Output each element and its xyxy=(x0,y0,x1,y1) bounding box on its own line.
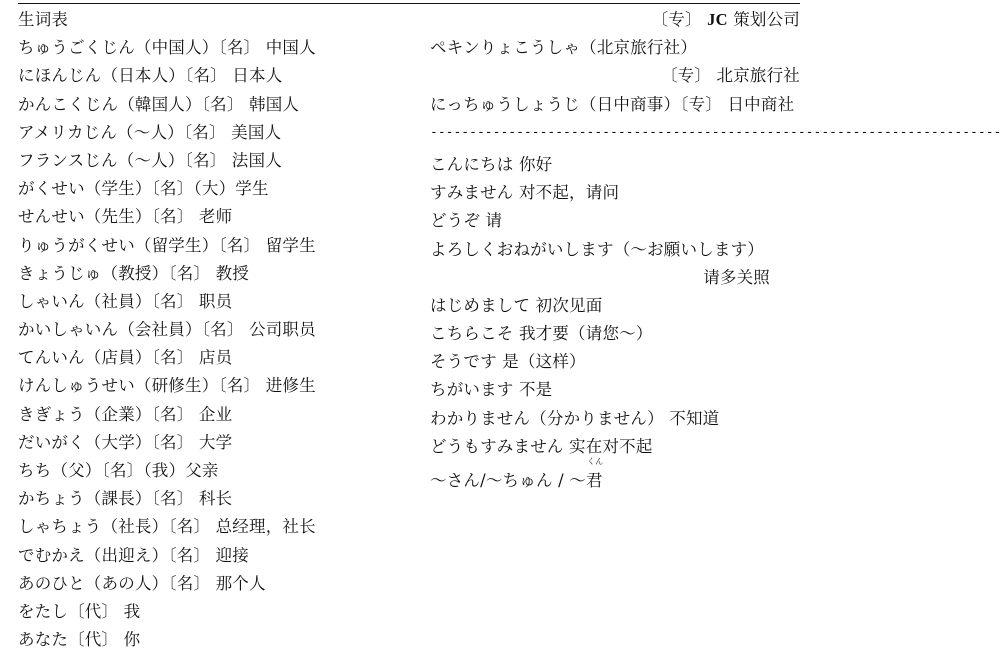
vocab-entry: あのひと（あの人）〔名〕 那个人 xyxy=(18,573,266,593)
vocab-entry: にほんじん（日本人）〔名〕 日本人 xyxy=(18,66,283,86)
top-rule xyxy=(18,3,800,4)
vocab-entry: フランスじん（～人）〔名〕 法国人 xyxy=(18,150,282,170)
phrase-entry: そうです 是（这样） xyxy=(430,352,586,372)
vocab-entry: をたし〔代〕 我 xyxy=(18,601,141,621)
ruby-reading: くん xyxy=(587,457,604,466)
vocab-entry: アメリカじん（～人）〔名〕 美国人 xyxy=(18,122,282,142)
vocab-entry: しゃちょう（社長）〔名〕 总经理，社长 xyxy=(18,517,316,537)
vocab-entry: てんいん（店員）〔名〕 店员 xyxy=(18,348,233,368)
vocab-entry: あなた〔代〕 你 xyxy=(18,630,141,650)
proper-noun-entry: にっちゅうしょうじ（日中商事）〔专〕 日中商社 xyxy=(430,94,795,114)
vocab-entry: きぎょう（企業）〔名〕 企业 xyxy=(18,404,233,424)
phrase-entry: どうもすみません 实在对不起 xyxy=(430,436,653,456)
vocab-entry: きょうじゅ（教授）〔名〕 教授 xyxy=(18,263,249,283)
left-column xyxy=(18,6,418,654)
kanji-with-ruby xyxy=(586,457,604,495)
suffix-kanji: 君 xyxy=(586,471,603,490)
vocab-entry: りゅうがくせい（留学生）〔名〕 留学生 xyxy=(18,235,316,255)
phrase-entry: どうぞ 请 xyxy=(430,211,503,231)
vocab-entry: かいしゃいん（会社員）〔名〕 公司职员 xyxy=(18,320,316,340)
phrase-translation: 请多关照 xyxy=(703,267,770,287)
phrase-entry: こんにちは 你好 xyxy=(430,154,553,174)
vocab-entry: かんこくじん（韓国人）〔名〕 韩国人 xyxy=(18,94,300,114)
vocab-title: 生词表 xyxy=(18,10,69,29)
vocab-entry: かちょう（課長）〔名〕 科长 xyxy=(18,489,233,509)
separator-line: ------------------------------------------------------------------------- xyxy=(430,124,1001,140)
vocab-entry: けんしゅうせい（研修生）〔名〕 进修生 xyxy=(18,376,316,396)
phrase-entry: こちらこそ 我才要（请您～） xyxy=(430,324,653,344)
proper-noun-entry: ペキンりょこうしゃ（北京旅行社） xyxy=(430,38,698,58)
company-abbr: JC xyxy=(707,10,728,29)
suffix-line xyxy=(430,457,800,495)
vocab-entry: がくせい（学生）〔名〕（大）学生 xyxy=(18,179,269,199)
vocab-entry: だいがく（大学）〔名〕 大学 xyxy=(18,432,233,452)
phrase-entry: ちがいます 不是 xyxy=(430,380,553,400)
phrase-entry: よろしくおねがいします（～お願いします） xyxy=(430,239,764,259)
vocab-entry: でむかえ（出迎え）〔名〕 迎接 xyxy=(18,545,249,565)
suffix-text: ～さん/～ちゅん / ～ xyxy=(430,471,587,490)
company-tag: 〔专〕 xyxy=(651,10,702,29)
company-header xyxy=(430,6,800,34)
right-column xyxy=(430,6,1001,495)
phrase-entry: はじめまして 初次见面 xyxy=(430,295,603,315)
vocab-entry: しゃいん（社員）〔名〕 职员 xyxy=(18,291,233,311)
proper-noun-entry: 〔专〕 北京旅行社 xyxy=(660,66,800,86)
vocab-entry: せんせい（先生）〔名〕 老师 xyxy=(18,207,233,227)
phrase-entry: わかりません（分かりません） 不知道 xyxy=(430,408,720,428)
vocab-entry: ちゅうごくじん（中国人）〔名〕 中国人 xyxy=(18,38,316,58)
company-name: 策划公司 xyxy=(733,10,800,29)
vocab-entry: ちち（父）〔名〕（我）父亲 xyxy=(18,461,219,480)
phrase-entry: すみません 对不起，请问 xyxy=(430,183,620,203)
